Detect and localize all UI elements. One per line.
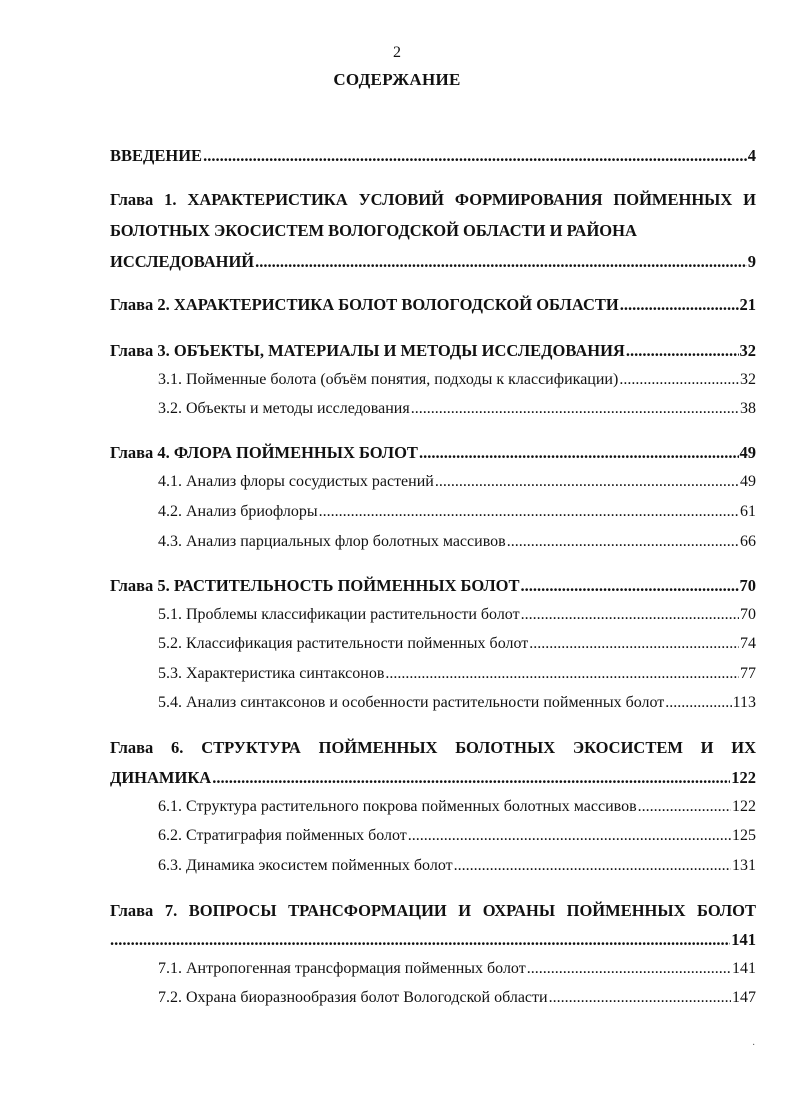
toc-entry-ch3 xyxy=(110,341,756,361)
toc-entry-page: 70 xyxy=(739,576,756,595)
toc-entry-page: 141 xyxy=(731,930,756,949)
toc-entry-text: Глава 3. ОБЪЕКТЫ, МАТЕРИАЛЫ И МЕТОДЫ ИССЛЕДОВАНИЯ xyxy=(110,341,625,360)
toc-entry-7-1 xyxy=(158,959,756,979)
dot-leader xyxy=(638,797,731,817)
toc-entry-6-2 xyxy=(158,826,756,846)
dot-leader xyxy=(626,341,739,361)
toc-entry-text: 4.2. Анализ бриофлоры xyxy=(158,503,318,520)
dot-leader xyxy=(385,664,739,684)
dot-leader xyxy=(435,472,739,492)
toc-ch1-line1: Глава 1. ХАРАКТЕРИСТИКА УСЛОВИЙ ФОРМИРОВАНИЯ ПОЙМЕННЫХ И xyxy=(110,190,756,209)
toc-entry-3-1 xyxy=(158,370,756,390)
dot-leader xyxy=(212,768,730,788)
toc-entry-7-2 xyxy=(158,988,756,1008)
toc-entry-text: ВВЕДЕНИЕ xyxy=(110,146,203,165)
dot-leader xyxy=(529,634,739,654)
page-title: СОДЕРЖАНИЕ xyxy=(333,70,461,89)
toc-entry-6-3 xyxy=(158,856,756,876)
toc-entry-page: 61 xyxy=(740,503,756,520)
toc-entry-5-3 xyxy=(158,664,756,684)
toc-entry-ch5 xyxy=(110,576,756,596)
toc-entry-page: 38 xyxy=(740,400,756,417)
dot-leader xyxy=(619,370,739,390)
toc-entry-page: 32 xyxy=(739,341,756,360)
toc-entry-text: 7.1. Антропогенная трансформация пойменных болот xyxy=(158,960,526,977)
toc-entry-text: 6.2. Стратиграфия пойменных болот xyxy=(158,827,407,844)
toc-entry-text: 5.1. Проблемы классификации растительности болот xyxy=(158,606,520,623)
toc-entry-text: 4.3. Анализ парциальных флор болотных массивов xyxy=(158,533,506,550)
toc-entry-page: 122 xyxy=(732,798,756,815)
toc-entry-text: 5.4. Анализ синтаксонов и особенности растительности пойменных болот xyxy=(158,694,665,711)
toc-entry-text: Глава 2. ХАРАКТЕРИСТИКА БОЛОТ ВОЛОГОДСКОЙ ОБЛАСТИ xyxy=(110,295,619,314)
toc-entry-page: 49 xyxy=(739,443,756,462)
dot-leader xyxy=(110,930,730,950)
toc-entry-page: 74 xyxy=(740,635,756,652)
toc-entry-3-2 xyxy=(158,399,756,419)
toc-entry-page: 113 xyxy=(732,694,756,711)
toc-entry-5-4 xyxy=(158,693,756,713)
dot-leader xyxy=(620,295,739,315)
toc-entry-page: 125 xyxy=(732,827,756,844)
toc-entry-page: 32 xyxy=(740,371,756,388)
toc-entry-text: 6.1. Структура растительного покрова пойменных болотных массивов xyxy=(158,798,637,815)
toc-entry-ch2 xyxy=(110,295,756,315)
toc-entry-page: 122 xyxy=(731,768,756,787)
toc-entry-text: 3.1. Пойменные болота (объём понятия, подходы к классификации) xyxy=(158,371,619,388)
dot-leader xyxy=(419,443,739,463)
toc-entry-6-1 xyxy=(158,797,756,817)
toc-entry-ch6 xyxy=(110,768,756,788)
toc-ch7-line1: Глава 7. ВОПРОСЫ ТРАНСФОРМАЦИИ И ОХРАНЫ ПОЙМЕННЫХ БОЛОТ xyxy=(110,901,756,920)
toc-entry-text: 4.1. Анализ флоры сосудистых растений xyxy=(158,473,434,490)
toc-entry-intro xyxy=(110,146,756,166)
toc-entry-text: 7.2. Охрана биоразнообразия болот Вологодской области xyxy=(158,989,548,1006)
scan-speck: · xyxy=(752,1040,756,1051)
toc-ch6-line1: Глава 6. СТРУКТУРА ПОЙМЕННЫХ БОЛОТНЫХ ЭКОСИСТЕМ И ИХ xyxy=(110,738,756,757)
toc-entry-5-1 xyxy=(158,605,756,625)
toc-entry-page: 147 xyxy=(732,989,756,1006)
toc-entry-text: ИССЛЕДОВАНИЙ xyxy=(110,252,255,271)
dot-leader xyxy=(255,252,747,272)
dot-leader xyxy=(549,988,731,1008)
toc-entry-4-3 xyxy=(158,532,756,552)
toc-entry-ch1 xyxy=(110,252,756,272)
toc-entry-page: 9 xyxy=(747,252,756,271)
toc-entry-page: 21 xyxy=(739,295,756,314)
toc-entry-page: 66 xyxy=(740,533,756,550)
dot-leader xyxy=(408,826,731,846)
dot-leader xyxy=(507,532,739,552)
toc-entry-text: 3.2. Объекты и методы исследования xyxy=(158,400,410,417)
dot-leader xyxy=(411,399,739,419)
dot-leader xyxy=(454,856,731,876)
toc-entry-text: Глава 5. РАСТИТЕЛЬНОСТЬ ПОЙМЕННЫХ БОЛОТ xyxy=(110,576,520,595)
dot-leader xyxy=(527,959,731,979)
toc-entry-5-2 xyxy=(158,634,756,654)
toc-ch1-line2: БОЛОТНЫХ ЭКОСИСТЕМ ВОЛОГОДСКОЙ ОБЛАСТИ И РАЙОНА xyxy=(110,221,637,240)
toc-entry-page: 49 xyxy=(740,473,756,490)
toc-entry-4-1 xyxy=(158,472,756,492)
toc-entry-4-2 xyxy=(158,502,756,522)
toc-entry-ch7 xyxy=(110,930,756,950)
dot-leader xyxy=(665,693,731,713)
toc-entry-page: 4 xyxy=(747,146,756,165)
toc-entry-page: 77 xyxy=(740,665,756,682)
dot-leader xyxy=(319,502,739,522)
toc-entry-page: 131 xyxy=(732,857,756,874)
dot-leader xyxy=(521,605,739,625)
toc-entry-ch4 xyxy=(110,443,756,463)
toc-entry-text: ДИНАМИКА xyxy=(110,768,212,787)
toc-entry-text: Глава 4. ФЛОРА ПОЙМЕННЫХ БОЛОТ xyxy=(110,443,418,462)
toc-entry-text: 5.3. Характеристика синтаксонов xyxy=(158,665,385,682)
dot-leader xyxy=(521,576,739,596)
toc-entry-page: 70 xyxy=(740,606,756,623)
toc-entry-text: 6.3. Динамика экосистем пойменных болот xyxy=(158,857,453,874)
dot-leader xyxy=(203,146,747,166)
page-number: 2 xyxy=(393,44,401,61)
toc-entry-text: 5.2. Классификация растительности пойменных болот xyxy=(158,635,529,652)
toc-entry-page: 141 xyxy=(732,960,756,977)
